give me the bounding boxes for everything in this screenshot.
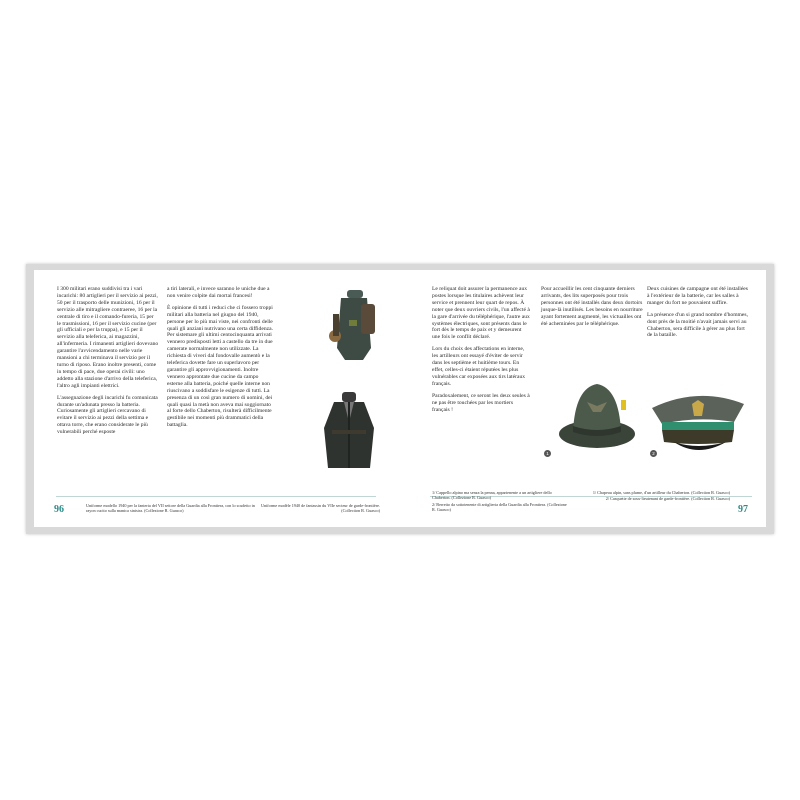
page-sheet xyxy=(34,270,766,527)
paragraph: Deux cuisines de campagne ont été installées à l'extérieur de la batterie, car les salles à manger du fort ne pouvaient suffire. xyxy=(647,286,748,306)
paragraph: La présence d'un si grand nombre d'hommes, dont près de la moitié n'avait jamais servi au Chaberton, sera difficile à gérer au plus fort de la bataille. xyxy=(647,311,748,339)
text-column-2 xyxy=(167,286,275,434)
uniform-photo-front xyxy=(318,392,380,468)
paragraph: I 300 militari erano suddivisi tra i vari incarichi: 80 artiglieri per il servizio ai pezzi, 50 per il trasporto delle munizioni, 16 per il servizio alle mitragliere contraeree, 16 per la centrale di tiro e il comando-fureria, 15 per le trasmissioni, 16 per il servizio cucine (per gli ufficiali e per la truppa), e 15 per il servizio alla teleferica, ai magazzini, all'infermeria. I rimanenti artiglieri dovevano garantire l'avvicendamento nelle varie mansioni a chi terminava il servizio per il turno di riposo. Erano inoltre presenti, come in tempo di pace, due operai civili: uno addetto alla stazione d'arrivo della teleferica, l'altro agli impianti elettrici. xyxy=(57,286,159,389)
footer-rule xyxy=(56,496,376,497)
caption-italian xyxy=(432,490,570,513)
caption-french xyxy=(582,490,730,503)
paragraph: L'assegnazione degli incarichi fu comunicata durante un'adunata presso la batteria. Curiosamente gli artiglieri cercavano di evitare il servizio ai pezzi della settima e ottava torre, che erano considerate le più vulnerabili perché esposte xyxy=(57,394,158,436)
figure-number-badge: 2 xyxy=(650,450,657,457)
text-column-4 xyxy=(541,286,643,332)
caption-italian: Uniforme modello 1940 per la fanteria del VII settore della Guardia alla Frontiera, con lo scudetto in rayon cucito sulla manica sinistra. (Collezione R. Guasco) xyxy=(86,503,255,514)
paragraph: Pour accueillir les cent cinquante derniers arrivants, des lits superposés pour trois personnes ont été installés dans deux dortoirs jusque-là inutilisés. Les besoins en nourriture ayant fortement augmenté, les victuailles ont été acheminées par le téléphérique. xyxy=(541,286,643,327)
text-column-1 xyxy=(57,286,159,441)
paragraph: Lors du choix des affectations en interne, les artilleurs ont essayé d'éviter de servir dans les septième et huitième tours. En effet, celles-ci étaient réputées les plus vulnérables car exposées aux tirs latéraux français. xyxy=(432,346,526,387)
caption-line: 1/ Cappello alpino ma senza la penna, appartenente a un artigliere dello Chaberton. (Collezione R. Guasco) xyxy=(432,490,552,501)
page-number: 97 xyxy=(738,504,748,515)
alpine-hat-photo xyxy=(557,374,637,454)
page-number: 96 xyxy=(54,504,64,515)
caption-french: Uniforme modèle 1940 de fantassin du VIIe secteur de garde-frontière. (Collection R. Guasco) xyxy=(261,503,380,514)
text-column-5 xyxy=(647,286,749,344)
caption-line: 1/ Chapeau alpin, sans plume, d'un artilleur du Chaberton. (Collection R. Guasco) xyxy=(592,490,730,495)
paragraph: Paradoxalement, ce seront les deux seules à ne pas être touchées par les mortiers français ! xyxy=(432,392,530,413)
text-column-3 xyxy=(432,286,530,418)
book-spread xyxy=(26,264,774,534)
uniform-photo-back xyxy=(327,290,381,360)
figure-number-badge: 1 xyxy=(544,450,551,457)
paragraph: a tiri laterali, e invece saranno le uniche due a non venire colpite dai mortai francesi! xyxy=(167,286,270,299)
paragraph: Le reliquat doit assurer la permanence aux postes lorsque les titulaires achèvent leur service et prennent leur quart de repos. À noter que deux ouvriers civils, l'un affecté à la gare d'arrivée du téléphérique, l'autre aux systèmes électriques, sont présents dans le fort dès le temps de paix et y demeurent une fois le conflit déclaré. xyxy=(432,286,530,341)
paragraph: È opinione di tutti i reduci che ci fossero troppi militari alla batteria nel giugno del 1940, persone per lo più mai viste, nei confronti delle quali gli anziani nutrivano una certa diffidenza. Per sistemare gli ultimi centocinquanta arrivati vennero predisposti letti a castello da tre in due camerate normalmente non utilizzate. La richiesta di viveri dal fondovalle aumentò e la teleferica dovette fare un superlavoro per garantire gli approvvigionamenti. Inoltre vennero approntate due cucine da campo esterne alla batteria, poiché quelle interne non riuscivano a soddisfare le esigenze di tutti. La presenza di un così gran numero di uomini, dei quali quasi la metà non aveva mai soggiornato al forte dello Chaberton, risulterà difficilmente gestibile nei momenti più drammatici della battaglia. xyxy=(167,304,273,429)
peaked-cap-photo xyxy=(648,386,748,458)
caption-line: 2/ Casquette de sous-lieutenant de garde-frontière. (Collection R. Guasco) xyxy=(605,496,730,502)
caption-line: 2/ Berretto da sottotenente di artiglieria della Guardia alla Frontiera. (Collezione R. Guasco) xyxy=(432,501,567,512)
